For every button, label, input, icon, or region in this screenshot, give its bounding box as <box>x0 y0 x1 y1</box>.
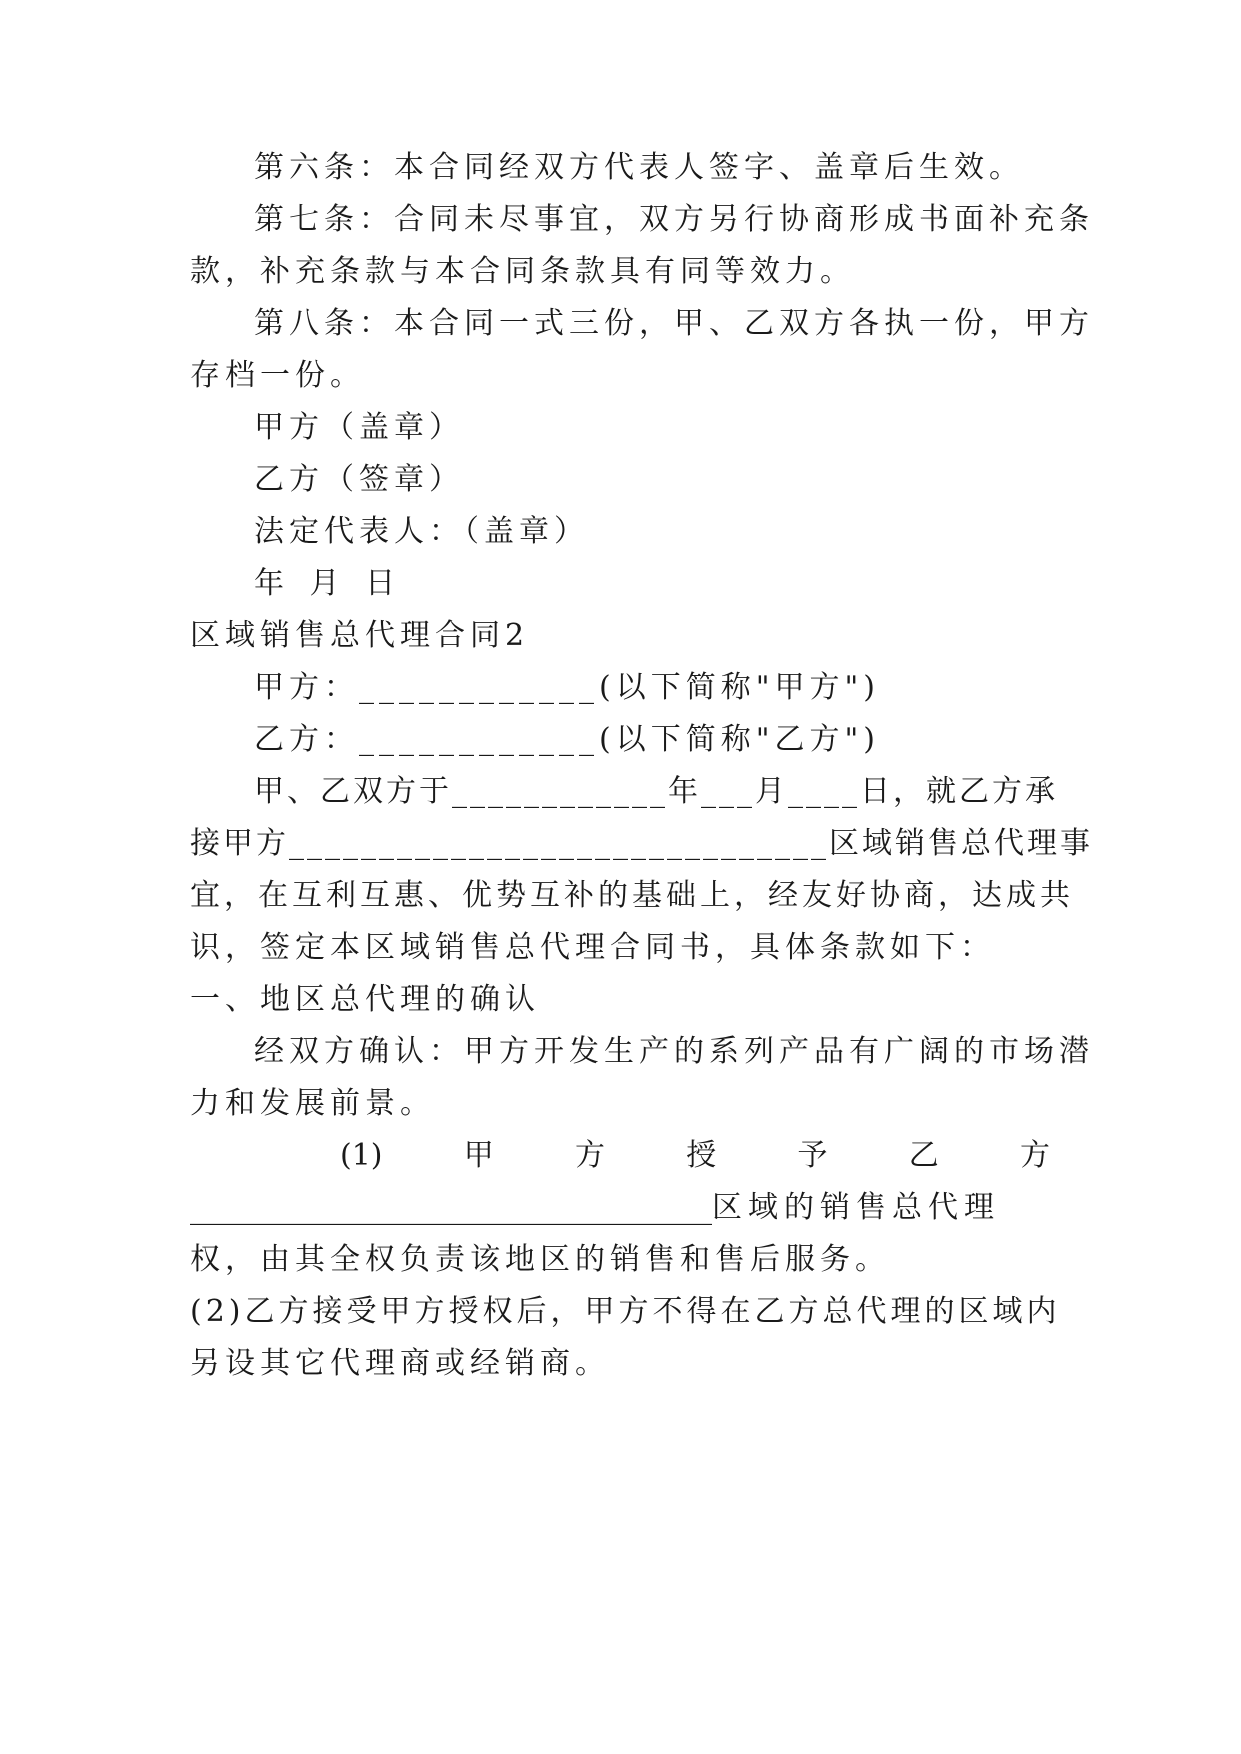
legal-representative: 法定代表人：（盖章） <box>254 514 589 549</box>
item-1-token: 方 <box>575 1138 605 1173</box>
preamble-line-4: 识，签定本区域销售总代理合同书，具体条款如下： <box>190 930 995 965</box>
region-text: 区域的销售总代理 <box>712 1190 1000 1225</box>
clause-8-cont: 存档一份。 <box>190 358 365 393</box>
item-1-token: (1) <box>340 1138 383 1173</box>
clause-7: 第七条：合同未尽事宜，双方另行协商形成书面补充条 <box>254 202 1094 237</box>
preamble-line-2: 接甲方______________________________区域销售总代理事 <box>190 826 1093 861</box>
item-1-token: 授 <box>686 1138 717 1173</box>
item-1-token: 乙 <box>908 1138 939 1173</box>
section-1-para-1: 经双方确认：甲方开发生产的系列产品有广阔的市场潜 <box>254 1034 1094 1069</box>
item-2-cont: 另设其它代理商或经销商。 <box>190 1346 610 1381</box>
item-1-region-line <box>190 1188 1050 1228</box>
contract-title: 区域销售总代理合同2 <box>190 618 530 653</box>
preamble-line-3: 宜，在互利互惠、优势互补的基础上，经友好协商，达成共 <box>190 878 1074 913</box>
party-a-line: 甲方：____________(以下简称"甲方") <box>254 670 881 705</box>
section-1-heading: 一、地区总代理的确认 <box>190 982 540 1017</box>
date-line: 年 月 日 <box>254 566 404 601</box>
party-b-seal: 乙方（签章） <box>254 462 464 497</box>
clause-6: 第六条：本合同经双方代表人签字、盖章后生效。 <box>254 150 1024 185</box>
item-1-token: 方 <box>1020 1138 1050 1173</box>
clause-8: 第八条：本合同一式三份，甲、乙双方各执一份，甲方 <box>254 306 1094 341</box>
preamble-line-1: 甲、乙双方于____________年___月____日，就乙方承 <box>254 774 1058 809</box>
item-1-spread-line <box>340 1136 1050 1176</box>
party-a-seal: 甲方（盖章） <box>254 410 464 445</box>
item-2: (2)乙方接受甲方授权后，甲方不得在乙方总代理的区域内 <box>190 1294 1061 1329</box>
item-1-token: 甲 <box>463 1138 494 1173</box>
item-1-token: 予 <box>797 1138 828 1173</box>
clause-7-cont: 款，补充条款与本合同条款具有同等效力。 <box>190 254 855 289</box>
region-blank: ____________________________________ <box>190 1191 712 1225</box>
item-1-cont: 权，由其全权负责该地区的销售和售后服务。 <box>190 1242 890 1277</box>
section-1-para-1-cont: 力和发展前景。 <box>190 1086 435 1121</box>
party-b-line: 乙方：____________(以下简称"乙方") <box>254 722 881 757</box>
